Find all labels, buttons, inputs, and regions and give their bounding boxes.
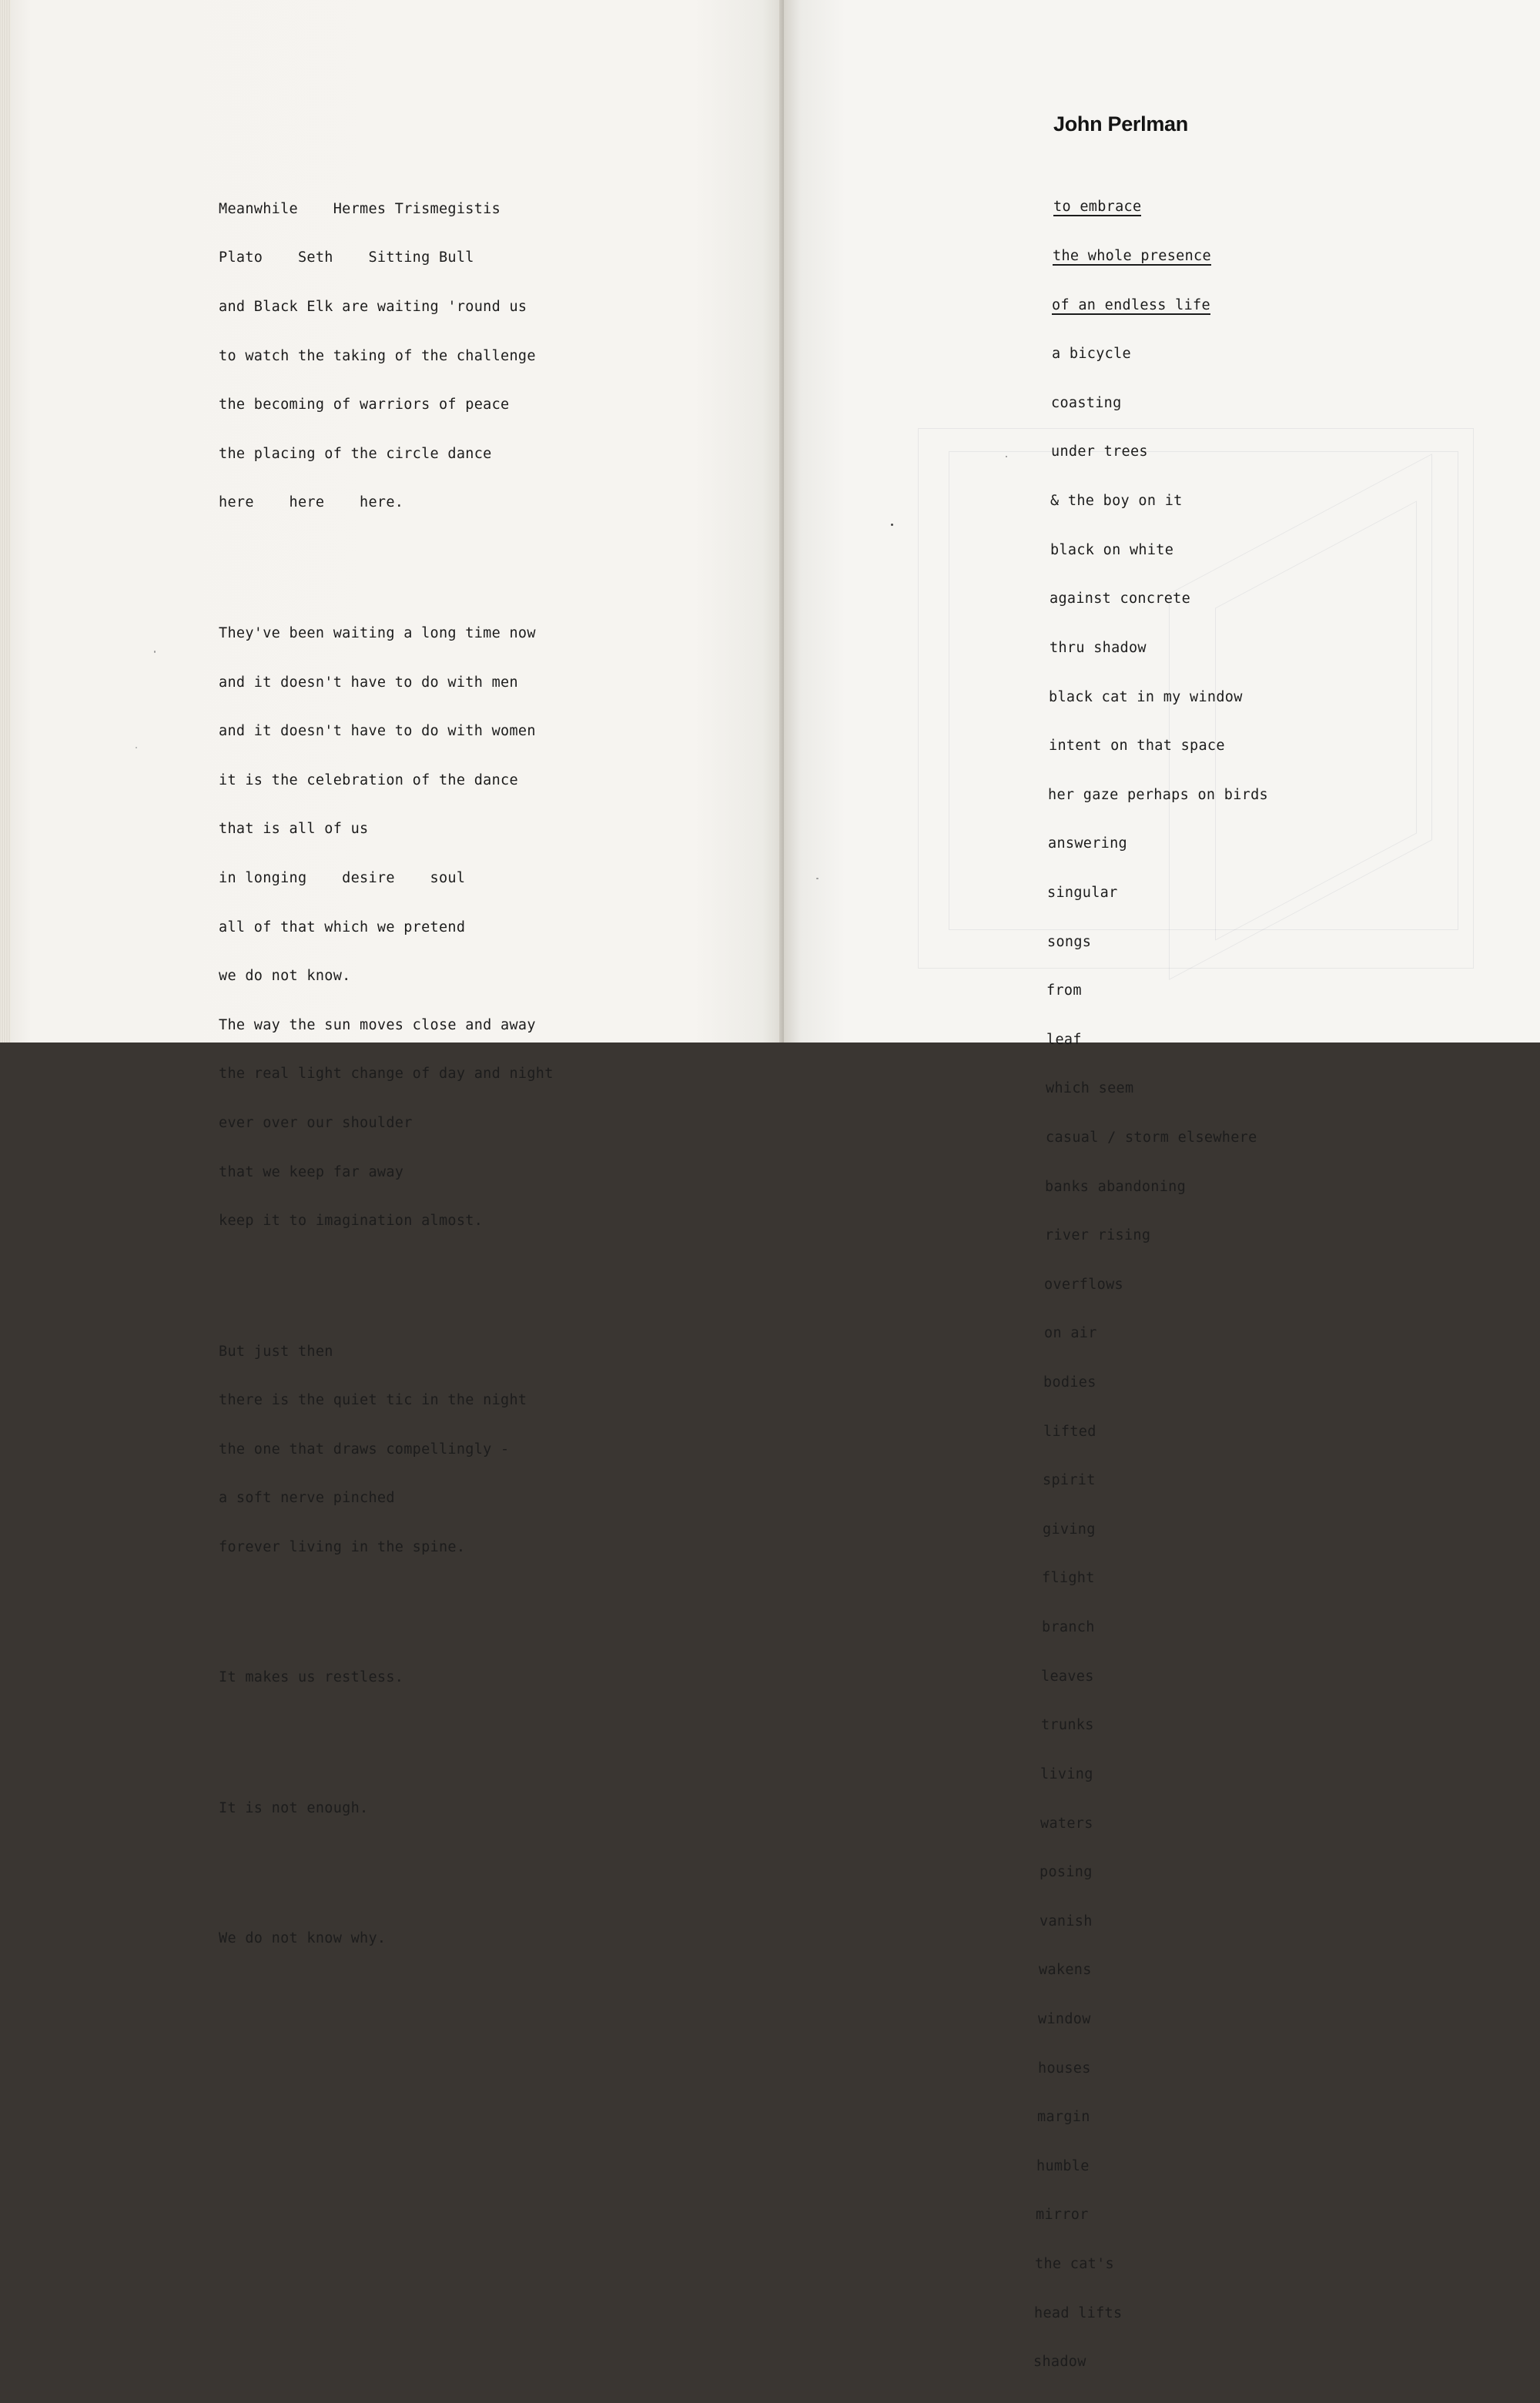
poem-line: leaf <box>1046 1031 1082 1048</box>
poem-line: a bicycle <box>1052 346 1131 363</box>
poem-line: lifted <box>1043 1423 1096 1440</box>
poem-line: humble <box>1036 2157 1090 2174</box>
poem-line: overflows <box>1044 1276 1123 1293</box>
poem-line: keep it to imagination almost. <box>219 1213 484 1230</box>
poem-line: branch <box>1042 1619 1095 1636</box>
poem-line <box>1053 199 1274 215</box>
left-poem <box>219 136 554 2028</box>
paper-speck <box>891 524 893 526</box>
poem-line: songs <box>1047 933 1092 950</box>
poem-line <box>1053 248 1273 264</box>
poem-line: against concrete <box>1050 591 1191 607</box>
poem-line: a soft nerve pinched <box>219 1490 395 1507</box>
poem-line: under trees <box>1051 443 1148 460</box>
poem-line: it is the celebration of the dance <box>219 771 518 788</box>
author-name: John Perlman <box>1053 112 1188 136</box>
poem-line: and Black Elk are waiting 'round us <box>219 299 527 316</box>
poem-line: vanish <box>1040 1913 1093 1929</box>
poem-line: to watch the taking of the challenge <box>219 347 536 364</box>
poem-line: here here here. <box>219 494 404 511</box>
poem-line: her gaze perhaps on birds <box>1048 786 1268 803</box>
poem-line: in longing desire soul <box>219 869 466 886</box>
poem-line: which seem <box>1046 1080 1134 1097</box>
poem-line: black cat in my window <box>1049 688 1243 705</box>
left-page <box>0 0 787 1947</box>
stanza-3 <box>219 1310 554 1588</box>
poem-line: It is not enough. <box>219 1799 369 1816</box>
poem-line: ever over our shoulder <box>219 1114 413 1131</box>
poem-line: bodies <box>1043 1374 1096 1391</box>
poem-line: Meanwhile Hermes Trismegistis <box>219 200 501 217</box>
poem-line: margin <box>1037 2109 1090 2126</box>
poem-line: river rising <box>1045 1227 1151 1244</box>
poem-line: trunks <box>1041 1717 1094 1734</box>
underlined-line: the whole presence <box>1053 248 1211 265</box>
poem-line: we do not know. <box>219 968 351 985</box>
poem-line: on air <box>1044 1325 1097 1342</box>
poem-line: giving <box>1043 1521 1096 1538</box>
paper-speck <box>1006 456 1007 457</box>
poem-line: all of that which we pretend <box>219 919 466 935</box>
paper-speck <box>154 651 156 653</box>
poem-line: houses <box>1038 2060 1091 2077</box>
poem-line: It makes us restless. <box>219 1669 404 1686</box>
poem-line: coasting <box>1051 394 1122 411</box>
poem-line: waters <box>1040 1815 1093 1832</box>
poem-line: the one that draws compellingly - <box>219 1441 510 1458</box>
poem-line: shadow <box>1033 2354 1086 2371</box>
poem-line: head lifts <box>1034 2304 1123 2321</box>
poem-line: But just then <box>219 1343 333 1360</box>
poem-line: and it doesn't have to do with men <box>219 674 518 691</box>
right-poem <box>1033 166 1268 2403</box>
poem-line: there is the quiet tic in the night <box>219 1392 527 1409</box>
poem-line: black on white <box>1050 541 1174 558</box>
paper-speck <box>136 747 137 748</box>
poem-line: the cat's <box>1035 2256 1114 2272</box>
poem-line: flight <box>1042 1570 1095 1587</box>
poem-line: casual / storm elsewhere <box>1046 1129 1257 1146</box>
poem-line: They've been waiting a long time now <box>219 624 536 641</box>
poem-line: wakens <box>1039 1962 1092 1979</box>
poem-line: the becoming of warriors of peace <box>219 397 510 413</box>
stanza-6 <box>219 1898 554 1980</box>
poem-line: banks abandoning <box>1045 1178 1187 1195</box>
poem-line: from <box>1046 982 1082 999</box>
page-edge <box>0 0 11 1043</box>
poem-line: that we keep far away <box>219 1163 404 1180</box>
poem-line: posing <box>1040 1864 1093 1881</box>
poem-line: that is all of us <box>219 821 369 838</box>
poem-line <box>1052 297 1272 313</box>
underlined-line: to embrace <box>1053 199 1142 216</box>
poem-line: the placing of the circle dance <box>219 445 492 462</box>
poem-line: We do not know why. <box>219 1930 387 1947</box>
poem-line: and it doesn't have to do with women <box>219 723 536 740</box>
poem-line: The way the sun moves close and away <box>219 1016 536 1033</box>
poem-line: singular <box>1047 884 1118 901</box>
underlined-line: of an endless life <box>1052 296 1210 313</box>
stanza-1 <box>219 168 554 544</box>
poem-line: mirror <box>1036 2207 1089 2224</box>
poem-line: thru shadow <box>1050 639 1147 656</box>
poem-line: the real light change of day and night <box>219 1066 554 1083</box>
poem-line: leaves <box>1041 1668 1094 1685</box>
poem-line: window <box>1038 2010 1091 2027</box>
poem-line: answering <box>1048 835 1127 852</box>
stanza-5 <box>219 1768 554 1849</box>
stanza-2 <box>219 592 554 1261</box>
paper-speck <box>816 878 819 879</box>
poem-line: & the boy on it <box>1050 493 1183 510</box>
poem-line: living <box>1040 1765 1093 1782</box>
poem-line: Plato Seth Sitting Bull <box>219 249 474 266</box>
poem-line: intent on that space <box>1049 738 1225 755</box>
stanza-4 <box>219 1637 554 1719</box>
poem-line: forever living in the spine. <box>219 1539 466 1556</box>
poem-line: spirit <box>1043 1472 1096 1489</box>
